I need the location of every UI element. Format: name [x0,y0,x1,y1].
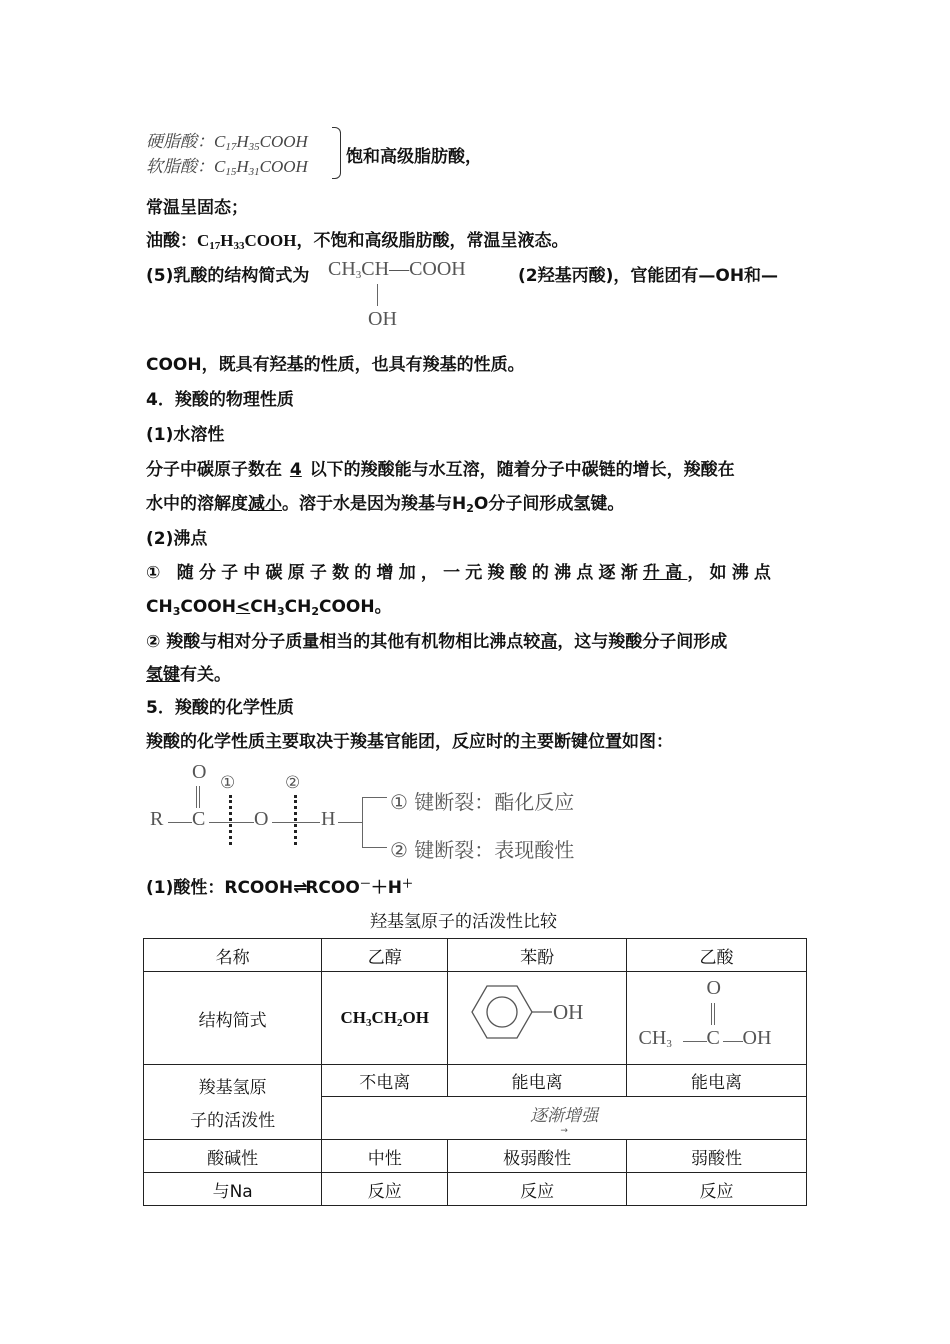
boiling-line4: 氢键有关。 [146,665,231,685]
diagram-double-bond [196,786,200,808]
phenol-structure [448,972,627,1065]
header-name: 名称 [144,939,322,972]
activity-acetic: 能电离 [627,1065,807,1097]
diagram-bond-branch [338,822,362,823]
table-caption: 羟基氢原子的活泼性比较 [370,912,557,932]
header-phenol: 苯酚 [448,939,627,972]
section5-heading: 5．羧酸的化学性质 [146,698,294,718]
acidity-ethanol: 中性 [322,1140,448,1173]
phenol-oh: OH [553,999,584,1024]
activity-trend [322,1097,807,1140]
section5-intro: 羧酸的化学性质主要取决于羧基官能团，反应时的主要断键位置如图： [146,732,673,752]
palmitic-label: 软脂酸： [146,157,214,176]
diagram-branch [362,797,387,848]
boiling-line3: ② 羧酸与相对分子质量相当的其他有机物相比沸点较高，这与羧酸分子间形成 [146,632,728,652]
acetic-oh: OH [742,1027,772,1049]
boiling-line1: ① 随分子中碳原子数的增加，一元羧酸的沸点逐渐升高，如沸点 [146,563,777,583]
diagram-cut-1 [229,795,232,845]
diagram-branch-1: ① 键断裂：酯化反应 [390,790,575,814]
answer-blank-decrease: 减小 [248,494,282,514]
table-row-activity [144,1065,807,1097]
acetic-structure [627,972,807,1065]
palmitic-acid-line: 软脂酸：$C_{15}H_{31}COOH$ [146,157,308,178]
acidity-line: (1)酸性：RCOOH⇌RCOO－＋H＋ [146,877,414,898]
answer-blank-4: 4 [289,460,302,480]
ethanol-formula: $CH_3CH_2OH$ [322,972,448,1065]
diagram-c: C [192,808,206,830]
benzene-ring-icon [462,981,612,1051]
boiling-line2: $CH_3COOH<CH_3CH_2COOH$。 [146,597,392,618]
header-ethanol: 乙醇 [322,939,448,972]
section4-sub1: (1)水溶性 [146,425,225,445]
table-row-acidity [144,1140,807,1173]
lactic-oh: OH [368,308,397,330]
activity-phenol: 能电离 [448,1065,627,1097]
saturated-note: 饱和高级脂肪酸， [346,147,482,167]
solubility-line2: 水中的溶解度减小。溶于水是因为羧基与$H_2O$分子间形成氢键。 [146,494,625,515]
stearic-label: 硬脂酸： [146,132,214,151]
header-acetic: 乙酸 [627,939,807,972]
sodium-ethanol: 反应 [322,1173,448,1206]
section4-sub2: (2)沸点 [146,529,208,549]
acidity-label: 酸碱性 [144,1140,322,1173]
diagram-o-top: O [192,761,207,783]
stearic-acid-line: 硬脂酸：$C_{17}H_{35}COOH$ [146,132,308,153]
answer-blank-lt: < [235,597,251,617]
acetic-double-bond [711,1003,715,1025]
diagram-r: R [150,808,164,830]
acidity-phenol: 极弱酸性 [448,1140,627,1173]
diagram-cut-2 [294,795,297,845]
acetic-c: C [706,1027,720,1049]
section4-heading: 4．羧酸的物理性质 [146,390,294,410]
sodium-phenol: 反应 [448,1173,627,1206]
acidity-acetic: 弱酸性 [627,1140,807,1173]
lactic-formula: $CH_3CH—COOH$ [328,258,466,281]
trend-arrow-icon: → [560,1125,568,1136]
right-brace [332,127,341,179]
diagram-mark-2: ② [285,773,301,793]
structure-label: 结构简式 [144,972,322,1065]
solid-note: 常温呈固态； [146,198,248,218]
diagram-mark-1: ① [220,773,236,793]
answer-blank-rise: 升高 [642,563,688,583]
sodium-acetic: 反应 [627,1173,807,1206]
trend-text: 逐渐增强 [530,1105,599,1125]
lactic-bond-line [377,284,378,306]
lactic-prefix: (5)乳酸的结构简式为 [146,266,310,286]
table-row-sodium [144,1173,807,1206]
diagram-branch-2: ② 键断裂：表现酸性 [390,838,575,862]
sodium-label: 与Na [144,1173,322,1206]
activity-label: 羧基氢原 子的活泼性 [144,1065,322,1140]
acetic-ch3: $CH_3$ [638,1027,672,1050]
diagram-o-mid: O [254,808,269,830]
table-header-row [144,939,807,972]
answer-blank-high: 高 [540,632,558,652]
answer-blank-hbond: 氢键 [146,665,180,685]
lactic-suffix: (2羟基丙酸)，官能团有—OH和— [518,266,779,286]
diagram-bond-rc [168,822,192,823]
oleic-acid-line: 油酸：$C_{17}H_{33}COOH$，不饱和高级脂肪酸，常温呈液态。 [146,231,569,252]
solubility-line1: 分子中碳原子数在 4 以下的羧酸能与水互溶，随着分子中碳链的增长，羧酸在 [146,460,735,480]
lactic-line2: COOH，既具有羟基的性质，也具有羧基的性质。 [146,355,525,375]
table-row-structure [144,972,807,1065]
comparison-table [143,938,807,1206]
diagram-h: H [321,808,336,830]
acetic-o: O [706,977,721,999]
activity-ethanol: 不电离 [322,1065,448,1097]
